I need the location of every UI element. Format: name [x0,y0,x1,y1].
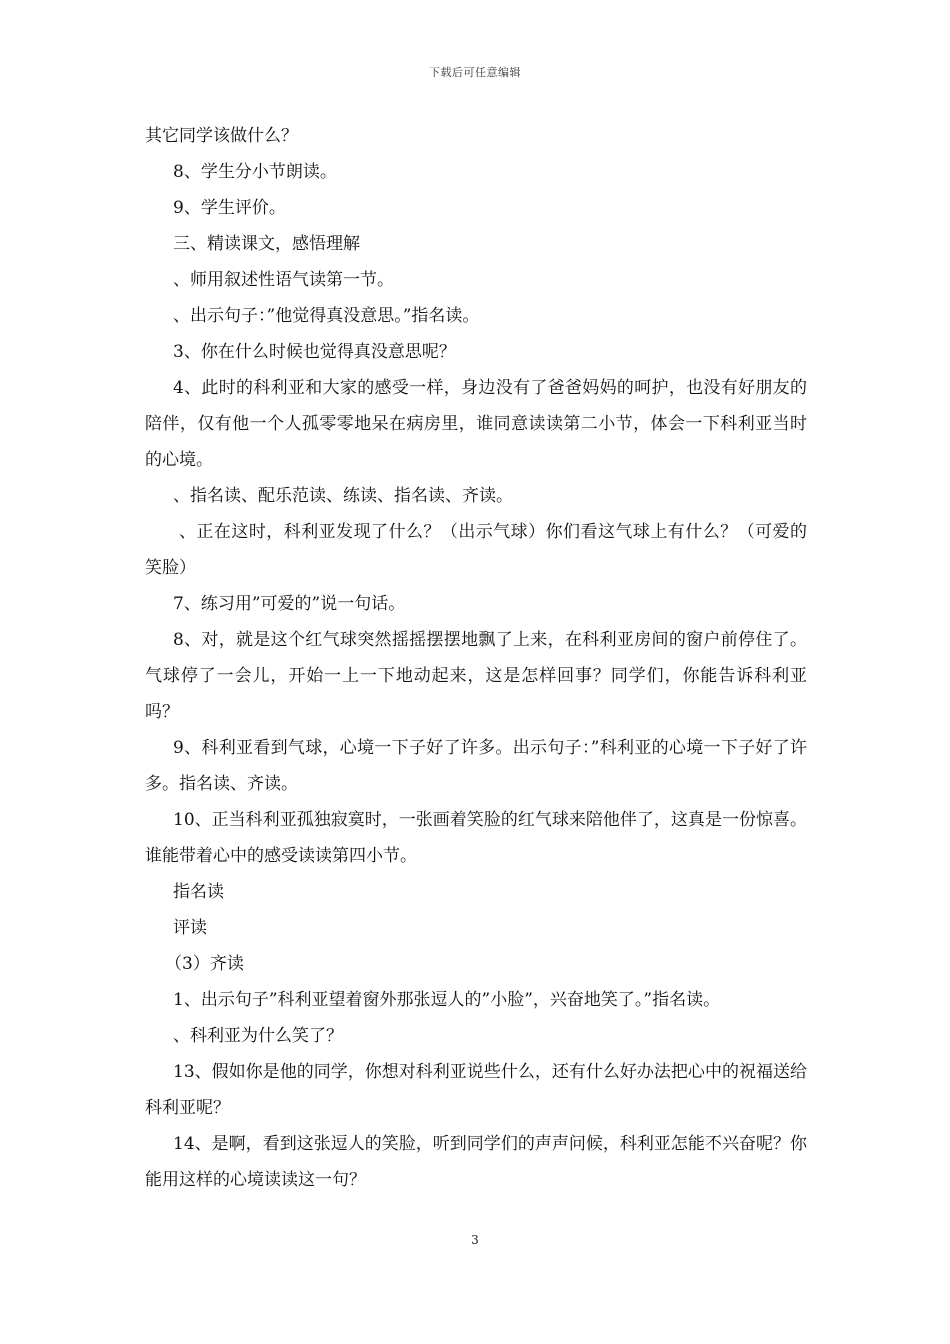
paragraph: 其它同学该做什么？ [145,126,298,146]
paragraph: 、出示句子：”他觉得真没意思。”指名读。 [173,306,480,326]
paragraph: 13、假如你是他的同学，你想对科利亚说些什么，还有什么好办法把心中的祝福送给科利亚呢？ [145,1062,807,1118]
paragraph: 指名读 [173,882,224,902]
paragraph: 1、出示句子”科利亚望着窗外那张逗人的”小脸”，兴奋地笑了。”指名读。 [173,990,721,1010]
paragraph: （3）齐读 [165,954,244,974]
page-number: 3 [471,1233,479,1247]
document-body [145,118,807,1198]
section-heading: 三、精读课文，感悟理解 [173,234,360,254]
paragraph: 4、此时的科利亚和大家的感受一样，身边没有了爸爸妈妈的呵护，也没有好朋友的陪伴，仅有他一个人孤零零地呆在病房里，谁同意读读第二小节，体会一下科利亚当时的心境。 [145,378,807,470]
paragraph: 8、学生分小节朗读。 [173,162,337,182]
paragraph: 、科利亚为什么笑了？ [173,1026,343,1046]
paragraph: 7、练习用”可爱的”说一句话。 [173,594,406,614]
paragraph: 、指名读、配乐范读、练读、指名读、齐读。 [173,486,513,506]
paragraph: 14、是啊，看到这张逗人的笑脸，听到同学们的声声问候，科利亚怎能不兴奋呢？你能用这样的心境读读这一句？ [145,1134,807,1190]
paragraph: 、师用叙述性语气读第一节。 [173,270,394,290]
paragraph: 9、科利亚看到气球，心境一下子好了许多。出示句子：”科利亚的心境一下子好了许多。指名读、齐读。 [145,738,807,794]
paragraph: 8、对，就是这个红气球突然摇摇摆摆地飘了上来，在科利亚房间的窗户前停住了。气球停了一会儿，开始一上一下地动起来，这是怎样回事？同学们，你能告诉科利亚吗？ [145,630,807,722]
paragraph: 10、正当科利亚孤独寂寞时，一张画着笑脸的红气球来陪他伴了，这真是一份惊喜。谁能带着心中的感受读读第四小节。 [145,810,807,866]
page-header: 下载后可任意编辑 [429,66,521,79]
paragraph: 评读 [173,918,207,938]
paragraph: 、正在这时，科利亚发现了什么？（出示气球）你们看这气球上有什么？（可爱的笑脸） [145,522,807,578]
paragraph: 3、你在什么时候也觉得真没意思呢？ [173,342,456,362]
paragraph: 9、学生评价。 [173,198,286,218]
